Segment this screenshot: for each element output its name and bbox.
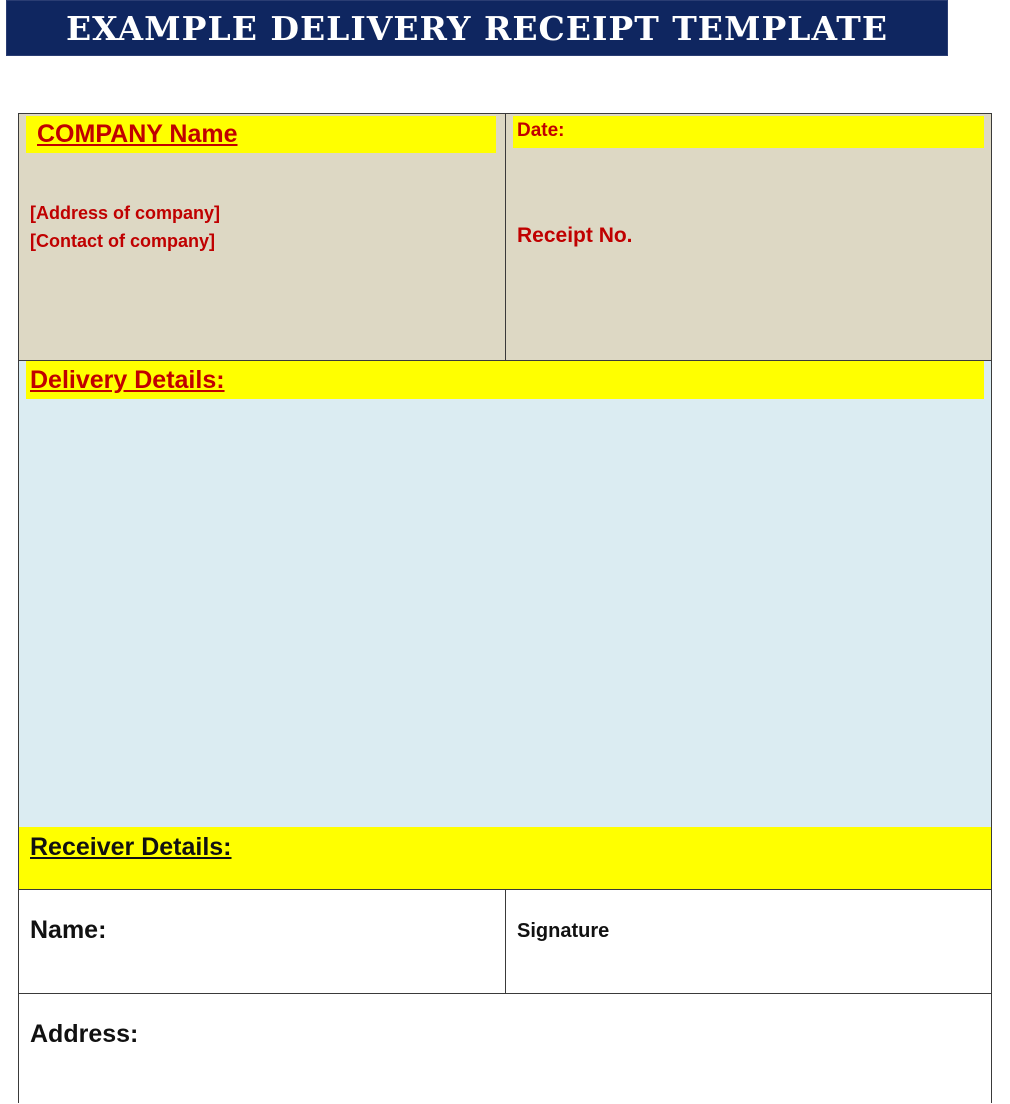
delivery-details-section[interactable]: [19, 361, 991, 827]
receipt-number-field[interactable]: Receipt No.: [517, 224, 633, 247]
company-contact[interactable]: [Contact of company]: [30, 231, 216, 251]
top-divider-horizontal: [19, 360, 991, 361]
receiver-name-label: Name:: [30, 916, 107, 944]
page-title: EXAMPLE DELIVERY RECEIPT TEMPLATE: [65, 8, 889, 48]
company-name[interactable]: COMPANY Name: [37, 120, 238, 148]
receiver-details-label: Receiver Details:: [30, 833, 232, 861]
company-address[interactable]: [Address of company]: [30, 203, 221, 223]
address-divider-horizontal: [19, 993, 991, 994]
receipt-info-section: [506, 114, 991, 360]
delivery-details-label: Delivery Details:: [30, 366, 225, 394]
delivery-details-header: [26, 361, 984, 399]
date-field[interactable]: Date:: [517, 120, 565, 141]
company-section: [19, 114, 505, 360]
receiver-details-header: [19, 827, 991, 889]
receiver-address-label: Address:: [30, 1020, 139, 1048]
company-name-highlight: [26, 116, 496, 153]
receiver-address-cell[interactable]: [19, 994, 991, 1104]
signature-label: Signature: [517, 920, 610, 942]
receipt-form: [18, 113, 992, 1103]
date-highlight: [513, 116, 984, 148]
signature-cell[interactable]: [506, 890, 991, 993]
top-divider-vertical: [505, 114, 506, 360]
title-banner: [6, 0, 948, 56]
receiver-name-cell[interactable]: [19, 890, 505, 993]
name-signature-divider: [505, 890, 506, 993]
